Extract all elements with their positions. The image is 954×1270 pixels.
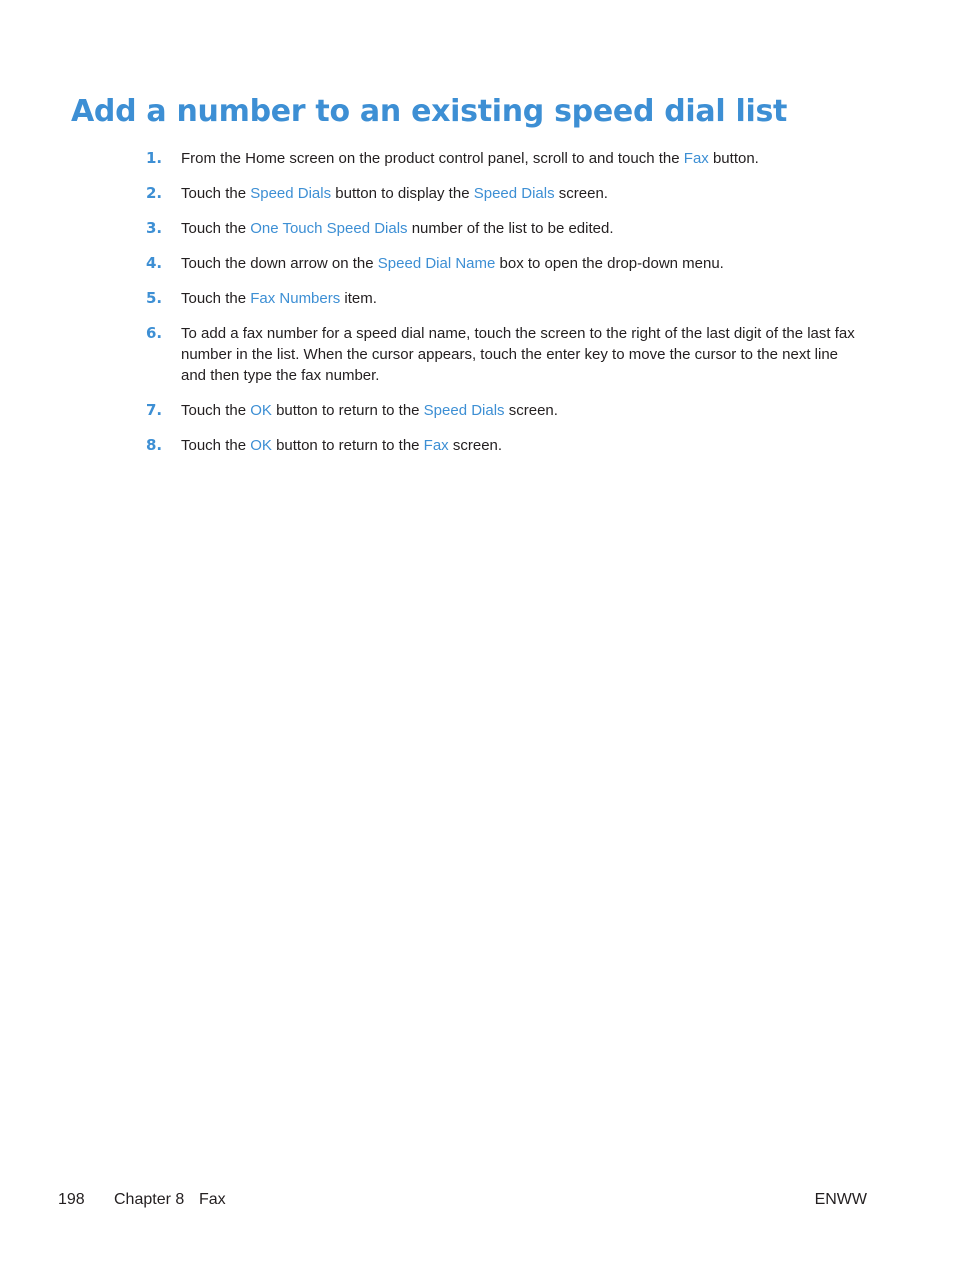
ui-term-fax: Fax xyxy=(683,150,709,167)
step-text-part: To add a fax number for a speed dial name, touch the screen to the right of the last digit of the last fax number in the list. When the cursor appears, touch the enter key to move the cursor to the next line and then type the fax number. xyxy=(181,325,855,384)
step-text xyxy=(181,220,614,237)
step-number: 1. xyxy=(146,149,163,167)
step-text xyxy=(181,402,558,419)
page-title: Add a number to an existing speed dial list xyxy=(71,94,788,129)
step-item xyxy=(146,435,866,456)
step-item xyxy=(146,288,866,309)
step-item xyxy=(146,400,866,421)
step-text-part: screen. xyxy=(504,402,558,419)
step-text-part: screen. xyxy=(554,185,608,202)
step-text-part: Touch the xyxy=(181,402,251,419)
chapter-label: Chapter 8 xyxy=(114,1191,185,1208)
step-number: 8. xyxy=(146,436,163,454)
step-text-part: Touch the xyxy=(181,220,251,237)
step-text-part: screen. xyxy=(448,437,503,454)
step-text-part: Touch the down arrow on the xyxy=(181,255,378,272)
step-text xyxy=(181,325,855,384)
ui-term-speed-dial-name: Speed Dial Name xyxy=(377,255,496,272)
step-text-part: button to return to the xyxy=(271,402,424,419)
step-item xyxy=(146,218,866,239)
ui-term-speed-dials: Speed Dials xyxy=(423,402,505,419)
step-text xyxy=(181,185,608,202)
ui-term-one-touch-speed-dials: One Touch Speed Dials xyxy=(250,220,408,237)
step-text-part: item. xyxy=(340,290,377,307)
step-text xyxy=(181,255,724,272)
step-text-part: box to open the drop-down menu. xyxy=(495,255,724,272)
step-text xyxy=(181,290,377,307)
step-item xyxy=(146,323,866,386)
step-number: 6. xyxy=(146,324,163,342)
step-text-part: button to return to the xyxy=(271,437,424,454)
step-text xyxy=(181,437,502,454)
step-number: 3. xyxy=(146,219,163,237)
ui-term-speed-dials: Speed Dials xyxy=(473,185,555,202)
step-number: 4. xyxy=(146,254,163,272)
step-text-part: button. xyxy=(708,150,759,167)
section-label: Fax xyxy=(199,1191,226,1208)
procedure-steps xyxy=(146,148,866,470)
step-item xyxy=(146,183,866,204)
step-text-part: button to display the xyxy=(331,185,474,202)
step-text-part: Touch the xyxy=(181,290,251,307)
step-text-part: number of the list to be edited. xyxy=(407,220,614,237)
step-text-part: Touch the xyxy=(181,437,251,454)
ui-term-speed-dials: Speed Dials xyxy=(250,185,332,202)
step-number: 5. xyxy=(146,289,163,307)
step-item xyxy=(146,148,866,169)
step-number: 7. xyxy=(146,401,163,419)
step-number: 2. xyxy=(146,184,163,202)
ui-term-ok: OK xyxy=(250,402,272,419)
ui-term-ok: OK xyxy=(250,437,272,454)
step-text-part: From the Home screen on the product control panel, scroll to and touch the xyxy=(181,150,684,167)
ui-term-fax-numbers: Fax Numbers xyxy=(250,290,341,307)
step-item xyxy=(146,253,866,274)
ui-term-fax: Fax xyxy=(423,437,449,454)
step-text-part: Touch the xyxy=(181,185,251,202)
step-text xyxy=(181,150,759,167)
page-number: 198 xyxy=(58,1191,85,1208)
locale-code: ENWW xyxy=(814,1191,867,1208)
